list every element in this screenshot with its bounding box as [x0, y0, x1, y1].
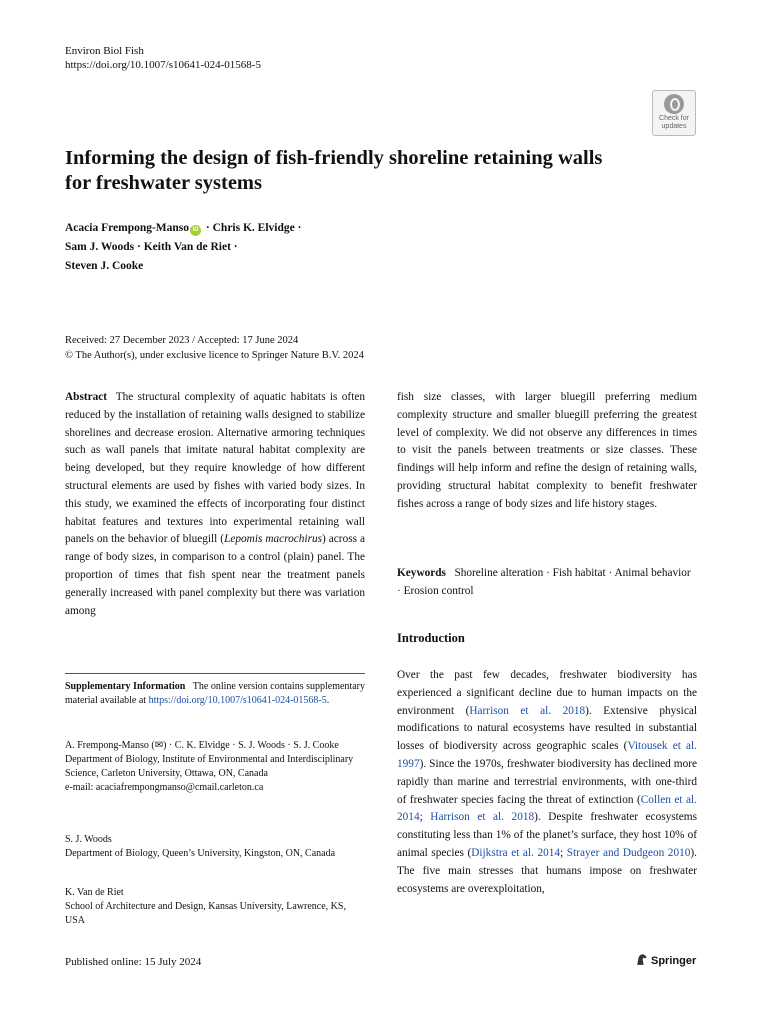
affiliation-institution: Department of Biology, Institute of Environmental and Interdisciplinary Science, Carleton University, Ottawa, ON, Canada — [65, 754, 354, 779]
article-title: Informing the design of fish-friendly shoreline retaining walls for freshwater systems — [65, 147, 603, 194]
affiliation-block — [65, 833, 365, 861]
keywords-label: Keywords — [397, 567, 446, 579]
affiliation-institution: School of Architecture and Design, Kansas University, Lawrence, KS, USA — [65, 901, 346, 926]
section-heading: Introduction — [397, 631, 465, 645]
author-names: · Chris K. Elvidge · — [203, 222, 302, 234]
supplementary-text: The online version contains supplementary material available at — [65, 681, 365, 706]
affiliation-block — [65, 739, 365, 795]
supplementary-label: Supplementary Information — [65, 681, 186, 692]
keywords-text: Shoreline alteration · Fish habitat · Animal behavior · Erosion control — [397, 567, 691, 597]
published-online: Published online: 15 July 2024 — [65, 956, 202, 968]
intro-text: ). Despite freshwater ecosystems constituting less than 1% of the planet’s surface, they host 10% of animal species ( — [397, 811, 697, 859]
intro-text: ; — [560, 846, 567, 859]
abstract-label: Abstract — [65, 391, 108, 403]
check-updates-icon — [664, 94, 684, 114]
article-dates — [65, 333, 364, 363]
affiliation-block — [65, 886, 365, 928]
check-for-updates-badge[interactable] — [652, 90, 696, 136]
affiliation-institution: Department of Biology, Queen’s University, Kingston, ON, Canada — [65, 848, 336, 859]
intro-text: ). Extensive physical modifications to natural ecosystems have resulted in substantial losses of biodiversity across geographic scales ( — [397, 704, 697, 753]
citation-link[interactable]: Strayer and Dudgeon 2010 — [566, 846, 691, 859]
citation-link[interactable]: Dijkstra et al. 2014 — [471, 846, 561, 859]
orcid-icon[interactable]: iD — [190, 225, 201, 236]
affiliation-authors: K. Van de Riet — [65, 887, 124, 898]
intro-text: ). Since the 1970s, freshwater biodiversity has declined more rapidly than marine and terrestrial environments, with one-third of freshwater species facing the threat of extinction ( — [397, 757, 697, 806]
citation-link[interactable]: Collen et al. 2014 — [397, 793, 697, 824]
introduction-text — [397, 667, 697, 898]
intro-text: ). The five main stresses that humans impose on freshwater ecosystems are overexploitation, — [397, 846, 697, 895]
author-names: Steven J. Cooke — [65, 260, 144, 272]
supplementary-link[interactable]: https://doi.org/10.1007/s10641-024-01568-5 — [148, 695, 327, 706]
affiliation-authors: S. J. Woods — [65, 834, 112, 845]
species-name: Lepomis macrochirus — [224, 533, 323, 546]
intro-text: Over the past few decades, freshwater biodiversity has experienced a significant decline due to human impacts on the environment ( — [397, 669, 697, 717]
abstract-right: fish size classes, with larger bluegill preferring medium complexity structure and smaller bluegill preferring the greatest level of complexity. We did not observe any differences in times to visit the panels between treatments or size classes. These findings will help inform and refine the design of retaining walls, providing structural habitat complexity to benefit freshwater fishes across a range of body sizes and life history stages. — [397, 391, 697, 510]
author-email[interactable]: e-mail: acaciafrempongmanso@cmail.carleton.ca — [65, 782, 264, 793]
abstract-left — [65, 389, 365, 620]
affiliation-authors: A. Frempong-Manso (✉) · C. K. Elvidge · S. J. Woods · S. J. Cooke — [65, 740, 339, 751]
supplementary-info — [65, 680, 365, 708]
author-list — [65, 219, 465, 276]
copyright: © The Author(s), under exclusive licence to Springer Nature B.V. 2024 — [65, 350, 364, 361]
publisher-logo — [635, 953, 696, 967]
footnote-divider — [65, 673, 365, 674]
check-updates-line2: updates — [661, 123, 687, 130]
received-accepted: Received: 27 December 2023 / Accepted: 17 June 2024 — [65, 335, 299, 346]
springer-horse-icon — [635, 953, 648, 966]
author-names: Sam J. Woods · Keith Van de Riet · — [65, 241, 238, 253]
citation-link[interactable]: Vitousek et al. 1997 — [397, 740, 697, 770]
intro-text: ; — [419, 811, 431, 824]
citation-link[interactable]: Harrison et al. 2018 — [469, 704, 586, 717]
citation-link[interactable]: Harrison et al. 2018 — [430, 811, 535, 824]
publisher-name: Springer — [651, 955, 697, 967]
author-name: Acacia Frempong-Manso — [65, 222, 190, 234]
supplementary-end: . — [326, 695, 330, 706]
doi-link[interactable]: https://doi.org/10.1007/s10641-024-01568-5 — [65, 59, 261, 71]
keywords — [397, 564, 697, 600]
journal-name: Environ Biol Fish — [65, 45, 144, 57]
abstract-text: The structural complexity of aquatic habitats is often reduced by the installation of retaining walls designed to stabilize shorelines and decrease erosion. Alternative armoring techniques such as wall panels that imitate natural habitat complexity are being developed, but they require knowledge of how different structural elements are used by fishes with varied body sizes. In this study, we examined the effects of incorporating four distinct habitat features and textures into experimental retaining wall panels on the behavior of bluegill ( — [65, 391, 365, 546]
check-updates-line1: Check for — [659, 115, 689, 122]
abstract-text: ) across a range of body sizes, in comparison to a control (plain) panel. The proportion of times that fish spent near the treatment panels generally increased with panel complexity but there was variation among — [65, 533, 365, 617]
